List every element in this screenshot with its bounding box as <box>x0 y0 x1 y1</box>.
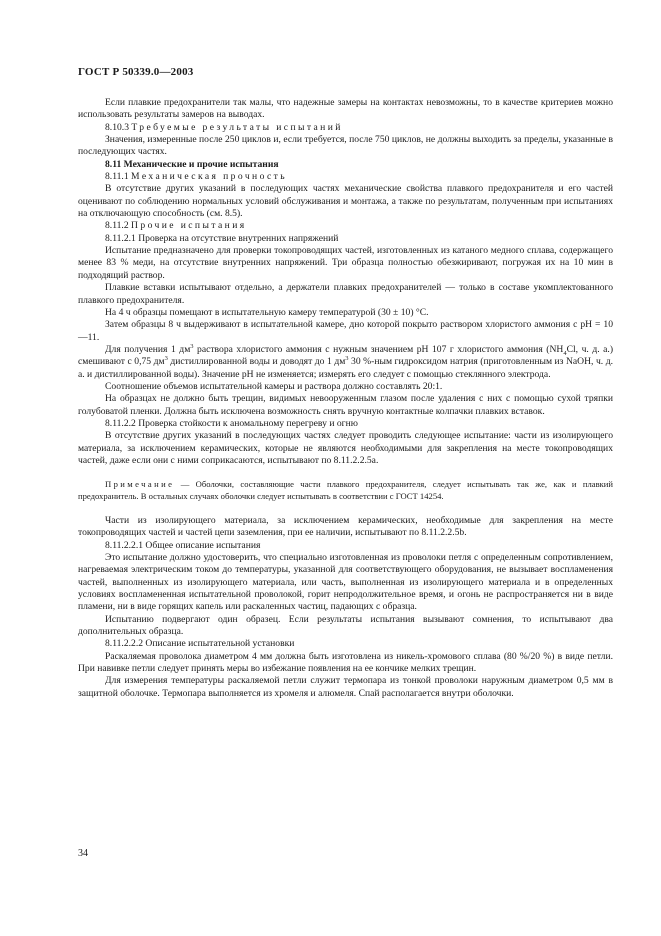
section-heading-8-11: 8.11 Механические и прочие испытания <box>105 158 279 170</box>
spacer <box>78 503 613 515</box>
paragraph: Плавкие вставки испытывают отдельно, а держатели плавких предохранителей — только в составе укомплектованного плавкого предохранителя. <box>78 282 613 306</box>
section-title: Механическая прочность <box>131 171 288 183</box>
section-number: 8.11.2 <box>105 220 129 232</box>
paragraph: В отсутствие других указаний в последующих частях механические свойства плавкого предохранителя и его частей оценивают по соблюдению нормальных условий обслуживания и монтажа, а также по результатам, полученным при испытаниях на отключающую способность (см. 8.5). <box>78 183 613 220</box>
section-heading-8-11-2 <box>78 220 613 232</box>
section-heading-8-11-1 <box>78 171 613 183</box>
paragraph: Значения, измеренные после 250 циклов и, если требуется, после 750 циклов, не должны выходить за пределы, указанные в последующих частях. <box>78 134 613 158</box>
section-number: 8.11.1 <box>105 171 129 183</box>
document-body <box>78 97 613 700</box>
text-run: Для получения 1 дм <box>105 343 191 355</box>
paragraph: В отсутствие других указаний в последующих частях следует проводить следующее испытание: части из изолирующего материала, за исключением керамических, которые не являются необходимыми для закрепления на месте токопроводящих частей, даже если они с ними соприкасаются, испытывают по 8.11.2.2.5а. <box>78 430 613 466</box>
paragraph: На 4 ч образцы помещают в испытательную камеру температурой (30 ± 10) °C. <box>105 306 429 318</box>
note-text: — Оболочки, составляющие части плавкого предохранителя, следует испытывать так же, как и плавкий предохранитель. В остальных случаях оболочки следует испытывать в соответствии с ГОСТ 14254. <box>78 479 613 502</box>
paragraph: Это испытание должно удостоверить, что специально изготовленная из проволоки петля с определенным сопротивлением, нагреваемая электрическим током до температуры, указанной для соответствующего оборудования, не вызывает воспламенения частей, выполненных из изолирующего материала, или часть, выполненная из изолирующего материала и в определенных условиях воспламененная испытательной проволокой, горит непродолжительное время, и огонь не распространяется ни в виде пламени, ни в виде горящих капель или раскаленных частиц, падающих с образца. <box>78 551 613 613</box>
section-title: Прочие испытания <box>131 220 247 232</box>
note-label: Примечание <box>105 479 175 490</box>
text-run: 30 %-ным гидроксидом натрия (приготовленным из NaOH, ч. д. а. и дистиллированной воды). Значение pH не изменяется; измерять его следует с помощью стеклянного электрода. <box>78 356 613 380</box>
text-run: Cl, ч. д. а.) смешивают с 0,75 дм <box>78 343 614 368</box>
paragraph: Испытание предназначено для проверки токопроводящих частей, изготовленных из катаного медного сплава, содержащего менее 83 % меди, на отсутствие внутренних напряжений. Три образца полностью обезжиривают, погружая их на 10 мин в подходящий раствор. <box>78 245 613 281</box>
paragraph: Части из изолирующего материала, за исключением керамических, необходимые для закрепления на месте токопроводящих частей и частей цепи заземления, при ее наличии, испытывают по 8.11.2.2.5b. <box>78 514 613 539</box>
subscript: 4 <box>563 349 567 357</box>
superscript: 3 <box>345 355 349 363</box>
document-header: ГОСТ Р 50339.0—2003 <box>78 66 194 78</box>
paragraph: Соотношение объемов испытательной камеры и раствора должно составлять 20:1. <box>105 380 443 392</box>
superscript: 3 <box>190 342 194 350</box>
text-run: дистиллированной воды и доводят до 1 дм <box>167 356 346 368</box>
superscript: 3 <box>164 355 168 363</box>
paragraph-with-formula <box>78 344 613 381</box>
paragraph: Раскаляемая проволока диаметром 4 мм должна быть изготовлена из никель-хромового сплава (80 %/20 %) в виде петли. При навивке петли следует принять меры во избежание появления на ее кончике мелких трещин. <box>78 650 613 675</box>
note <box>78 479 613 503</box>
section-heading-8-11-2-2-2: 8.11.2.2.2 Описание испытательной установки <box>105 638 295 650</box>
paragraph: Если плавкие предохранители так малы, что надежные замеры на контактах невозможны, то в качестве критериев можно использовать результаты замеров на выводах. <box>78 97 613 121</box>
paragraph: На образцах не должно быть трещин, видимых невооруженным глазом после удаления с них с помощью сухой тряпки голубоватой пленки. Должна быть исключена возможность снять вручную контактные колпачки плавких вставок. <box>78 393 613 417</box>
section-heading-8-11-2-2-1: 8.11.2.2.1 Общее описание испытания <box>105 539 261 551</box>
paragraph: Для измерения температуры раскаляемой петли служит термопара из тонкой проволоки наружным диаметром 0,5 мм в защитной оболочке. Термопара выполняется из хромеля и алюмеля. Спай располагается внутри оболочки. <box>78 675 613 699</box>
text-run: раствора хлористого аммония с нужным значением pH 107 г хлористого аммония (NH <box>193 343 564 355</box>
spacer <box>78 467 613 479</box>
page-number: 34 <box>78 848 88 859</box>
section-title: Требуемые результаты испытаний <box>131 121 343 133</box>
section-heading-8-10-3 <box>78 122 613 134</box>
section-number: 8.10.3 <box>105 121 129 133</box>
paragraph: Затем образцы 8 ч выдерживают в испытательной камере, дно которой покрыто раствором хлористого аммония с pH = 10—11. <box>78 319 613 343</box>
section-heading-8-11-2-1: 8.11.2.1 Проверка на отсутствие внутренних напряжений <box>105 232 339 244</box>
paragraph: Испытанию подвергают один образец. Если результаты испытания вызывают сомнения, то испытывают два дополнительных образца. <box>78 613 613 637</box>
section-heading-8-11-2-2: 8.11.2.2 Проверка стойкости к аномальному перегреву и огню <box>105 417 358 429</box>
